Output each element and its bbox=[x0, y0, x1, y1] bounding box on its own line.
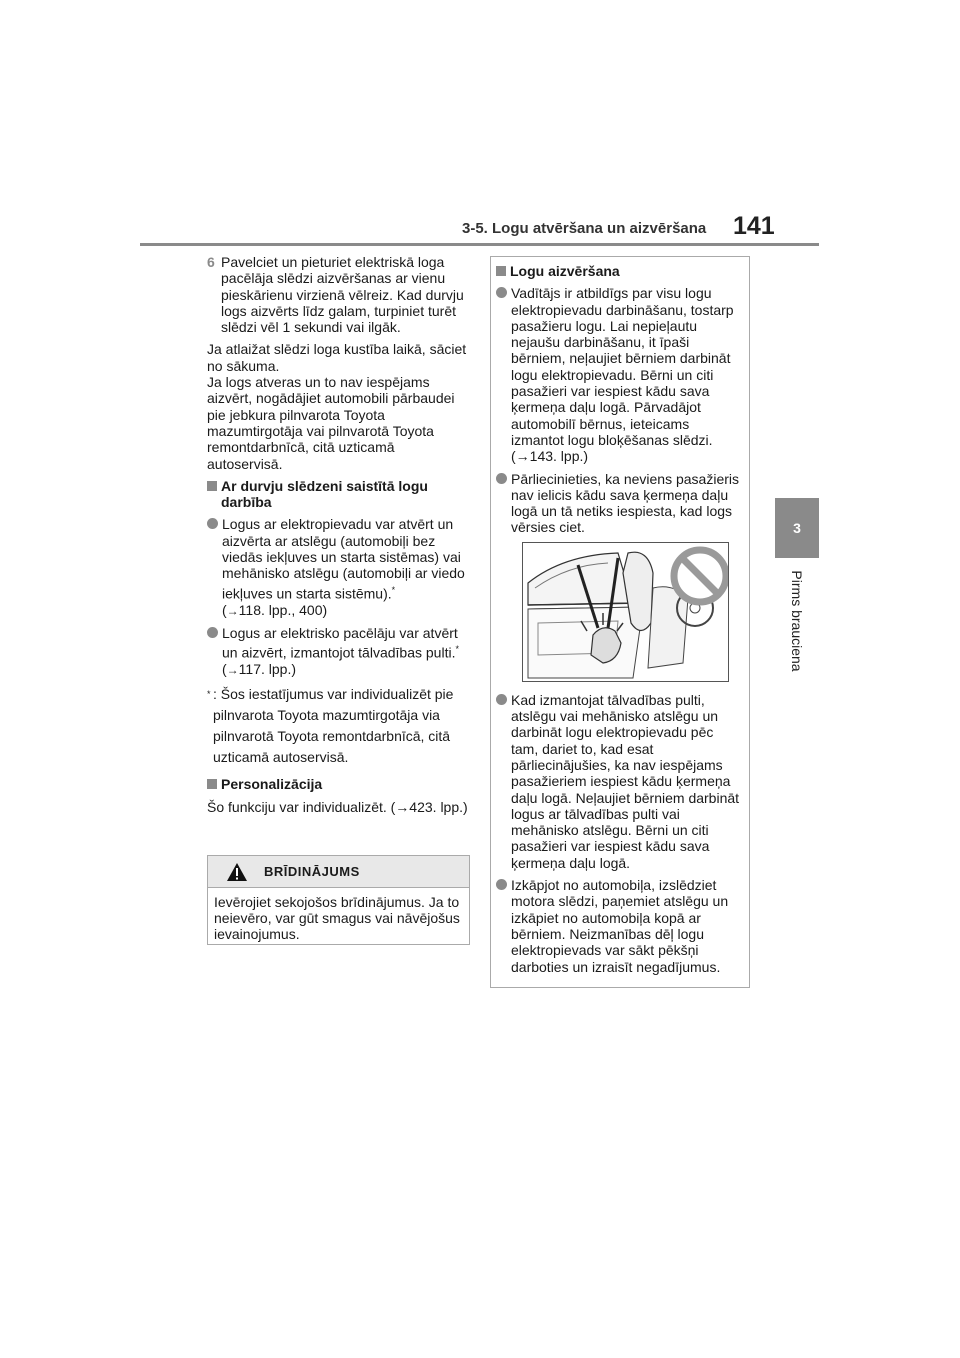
section-heading: Logu aizvēršana bbox=[496, 263, 744, 279]
left-column bbox=[207, 254, 471, 821]
list-item: Logus ar elektropievadu var atvērt un aizvērta ar atslēgu (automobiļi bez viedās iekļuves un starta sistēmas) vai mehānisko atslēgu (automobiļi ar viedo iekļuves un starta sistēmu).* (→118. lpp., 400) bbox=[207, 516, 471, 618]
right-column bbox=[490, 256, 750, 988]
page-reference: 118. lpp., 400) bbox=[238, 601, 328, 618]
page-number: 141 bbox=[733, 212, 775, 240]
header-divider bbox=[140, 243, 819, 246]
chapter-tab: 3 bbox=[775, 498, 819, 558]
warning-text: Ievērojiet sekojošos brīdinājumus. Ja to neievēro, var gūt smagus vai nāvējošus ievainojumus. bbox=[214, 894, 460, 942]
chapter-title: Pirms brauciena bbox=[789, 570, 805, 672]
section-heading: Personalizācija bbox=[207, 776, 471, 792]
square-heading-icon bbox=[496, 266, 506, 276]
prohibition-icon bbox=[674, 550, 726, 602]
step-6 bbox=[207, 254, 471, 335]
arrow-icon: → bbox=[226, 663, 239, 678]
list-item: Vadītājs ir atbildīgs par visu logu elektropievadu darbināšanu, tostarp pasažieru logu. Lai nepieļautu nejaušu darbināšanu, it īpaši bērniem, neļaujiet bērniem darbināt logu elektropievadu. Bērni un citi pasažieri var iespiest kādu sava ķermeņa daļu logā. Pārvadājot automobilī bērnus, ieteicams izmantot logu bloķēšanas slēdzi. (→143. lpp.) bbox=[496, 285, 744, 464]
square-heading-icon bbox=[207, 779, 217, 789]
car-window-image bbox=[523, 543, 729, 682]
warning-triangle-icon bbox=[226, 862, 248, 882]
circle-bullet-icon bbox=[207, 627, 218, 638]
circle-bullet-icon bbox=[496, 879, 507, 890]
footnote: * : Šos iestatījumus var individualizēt pie pilnvarota Toyota mazumtirgotāja via pilnvarotā Toyota remontdarbnīcā, citā uzticamā autoservisā. bbox=[207, 686, 454, 766]
window-pinch-illustration bbox=[522, 542, 729, 682]
paragraph: Šo funkciju var individualizēt. (→423. lpp.) bbox=[207, 798, 468, 815]
section-heading: Ar durvju slēdzeni saistītā logu darbība bbox=[207, 478, 471, 511]
warning-header bbox=[208, 856, 469, 888]
arrow-icon: → bbox=[226, 603, 239, 618]
chapter-title-vertical bbox=[787, 566, 807, 676]
page-reference: 117. lpp.) bbox=[238, 661, 297, 678]
circle-bullet-icon bbox=[496, 694, 507, 705]
list-item: Kad izmantojat tālvadības pulti, atslēgu vai mehānisko atslēgu un darbināt logu elektropievadu pēc tam, dariet to, kad esat pārliecinājušies, ka nav iespējams pasažieriem iespiest kādu ķermeņa daļu logā. Neļaujiet bērniem darbināt logus ar tālvadības pulti vai mehānisko atslēgu. Bērni un citi pasažieri var iespiest kādu sava ķermeņa daļu logā. bbox=[496, 692, 744, 871]
circle-bullet-icon bbox=[496, 287, 507, 298]
circle-bullet-icon bbox=[496, 473, 507, 484]
warning-title: BRĪDINĀJUMS bbox=[264, 864, 360, 879]
list-item: Logus ar elektrisko pacēlāju var atvērt un aizvērt, izmantojot tālvadības pulti.* (→117. lpp.) bbox=[207, 625, 471, 679]
square-heading-icon bbox=[207, 481, 217, 491]
step-number: 6 bbox=[207, 254, 215, 270]
step-text: Pavelciet un pieturiet elektriskā loga pacēlāja slēdzi aizvēršanas ar vienu pieskārienu virzienā vēlreiz. Kad durvju logs aizvērts līdz galam, turpiniet turēt slēdzi vēl 1 sekundi vai ilgāk. bbox=[221, 254, 464, 336]
warning-box bbox=[207, 855, 470, 945]
list-item: Izkāpjot no automobiļa, izslēdziet motora slēdzi, paņemiet atslēgu un izkāpiet no automobiļa kopā ar bērniem. Neizmanības dēļ logu elektropievads var sākt pēkšņi darboties un izraisīt negadījumus. bbox=[496, 877, 744, 975]
list-item: Pārliecinieties, ka neviens pasažieris nav ielicis kādu sava ķermeņa daļu logā un tā netiks iespiesta, kad logs vērsies ciet. bbox=[496, 471, 744, 536]
paragraph: Ja atlaižat slēdzi loga kustība laikā, sāciet no sākuma. bbox=[207, 341, 467, 374]
circle-bullet-icon bbox=[207, 518, 218, 529]
section-title: 3-5. Logu atvēršana un aizvēršana bbox=[462, 220, 707, 237]
paragraph: Ja logs atveras un to nav iespējams aizvērt, nogādājiet automobili pārbaudei pie jebkura pilnvarota Toyota mazumtirgotāja vai pilnvarotā Toyota remontdarbnīcā, citā uzticamā autoservisā. bbox=[207, 374, 455, 472]
